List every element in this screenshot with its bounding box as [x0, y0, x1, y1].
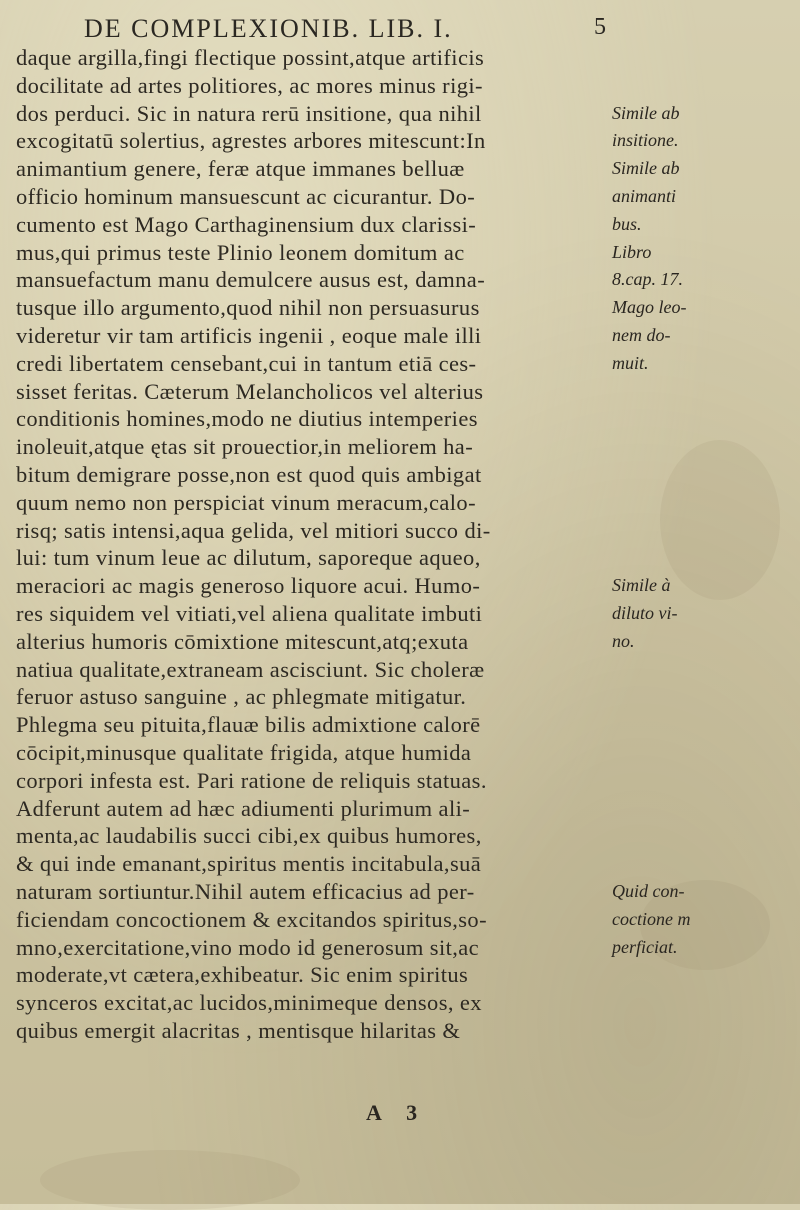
paper-stain [40, 1150, 300, 1210]
marginal-note: nem do- [612, 325, 671, 345]
text-line: mno,exercitatione,vino modo id generosum sit,ac [16, 934, 480, 960]
marginal-note: Simile ab [612, 158, 680, 179]
text-line: & qui inde emanant,spiritus mentis incitabula,suā [16, 851, 482, 877]
text-line: mus,qui primus teste Plinio leonem domitum ac [16, 239, 465, 265]
text-line: res siquidem vel vitiati,vel aliena qualitate imbuti [16, 600, 483, 626]
text-line: sisset feritas. Cæterum Melancholicos vel alterius [16, 378, 484, 404]
text-line: naturam sortiuntur.Nihil autem efficacius ad per- [16, 878, 475, 904]
text-line: corpori infesta est. Pari ratione de reliquis statuas. [16, 767, 487, 793]
text-line: cōcipit,minusque qualitate frigida, atque humida [16, 739, 472, 765]
text-line: Phlegma seu pituita,flauæ bilis admixtione calorē [16, 712, 481, 738]
text-line: feruor astuso sanguine , ac phlegmate mitigatur. [16, 684, 467, 710]
text-line: meraciori ac magis generoso liquore acui. Humo- [16, 573, 481, 599]
signature-mark: A 3 [366, 1100, 428, 1125]
text-line: alterius humoris cōmixtione mitescunt,atq;exuta [16, 628, 469, 654]
running-header [60, 12, 620, 46]
marginal-note: insitione. [612, 130, 679, 151]
text-line: docilitate ad artes politiores, ac mores minus rigi- [16, 72, 483, 98]
page-number: 5 [594, 14, 608, 40]
text-line: Adferunt autem ad hæc adiumenti plurimum ali- [16, 795, 471, 821]
text-line: quibus emergit alacritas , mentisque hilaritas & [16, 1017, 461, 1043]
marginal-note: muit. [612, 352, 649, 373]
text-line: ficiendam concoctionem & excitandos spiritus,so- [16, 906, 487, 932]
marginal-note: Simile à [612, 575, 671, 596]
marginal-note: Simile ab [612, 102, 680, 123]
text-line: mansuefactum manu demulcere ausus est, damna- [16, 267, 486, 293]
text-line: cumento est Mago Carthaginensium dux clarissi- [16, 211, 477, 237]
marginal-note: Quid con- [612, 881, 685, 901]
text-line: bitum demigrare posse,non est quod quis ambigat [16, 461, 482, 487]
text-line: credi libertatem censebant,cui in tantum etiā ces- [16, 350, 477, 376]
marginal-note: perficiat. [612, 936, 678, 957]
text-line: lui: tum vinum leue ac dilutum, saporeque aqueo, [16, 545, 481, 571]
text-line: inoleuit,atque ętas sit prouectior,in meliorem ha- [16, 434, 474, 460]
text-line: moderate,vt cætera,exhibeatur. Sic enim spiritus [16, 962, 469, 988]
paper-stain [660, 440, 780, 600]
marginal-note: animanti [612, 186, 677, 206]
text-line: excogitatū solertius, agrestes arbores mitescunt:In [16, 128, 486, 154]
marginal-note: Libro [612, 241, 652, 262]
text-line: officio hominum mansuescunt ac cicurantur. Do- [16, 183, 476, 209]
marginal-note: 8.cap. 17. [612, 269, 683, 290]
text-line: menta,ac laudabilis succi cibi,ex quibus humores, [16, 823, 482, 849]
text-line: animantium genere, feræ atque immanes belluæ [16, 156, 465, 182]
marginal-note: Mago leo- [612, 297, 687, 318]
text-line: daque argilla,fingi flectique possint,atque artificis [16, 45, 485, 70]
text-line: natiua qualitate,extraneam ascisciunt. Sic choleræ [16, 656, 485, 682]
running-title: DE COMPLEXIONIB. LIB. I. [84, 14, 453, 43]
text-line: quum nemo non perspiciat vinum meracum,calo- [16, 489, 476, 515]
text-line: dos perduci. Sic in natura rerū insitione, qua nihil [16, 100, 482, 126]
text-line: risq; satis intensi,aqua gelida, vel mitiori succo di- [16, 517, 491, 543]
text-line: videretur vir tam artificis ingenii , eoque male illi [16, 322, 482, 348]
text-line: synceros excitat,ac lucidos,minimeque densos, ex [16, 990, 482, 1016]
marginal-note: diluto vi- [612, 603, 678, 623]
marginal-note: bus. [612, 213, 642, 234]
main-text-block [16, 44, 616, 1045]
text-line: tusque illo argumento,quod nihil non persuasurus [16, 295, 480, 321]
marginal-note: coctione m [612, 908, 691, 929]
text-line: conditionis homines,modo ne diutius intemperies [16, 406, 478, 432]
marginal-note: no. [612, 630, 635, 651]
